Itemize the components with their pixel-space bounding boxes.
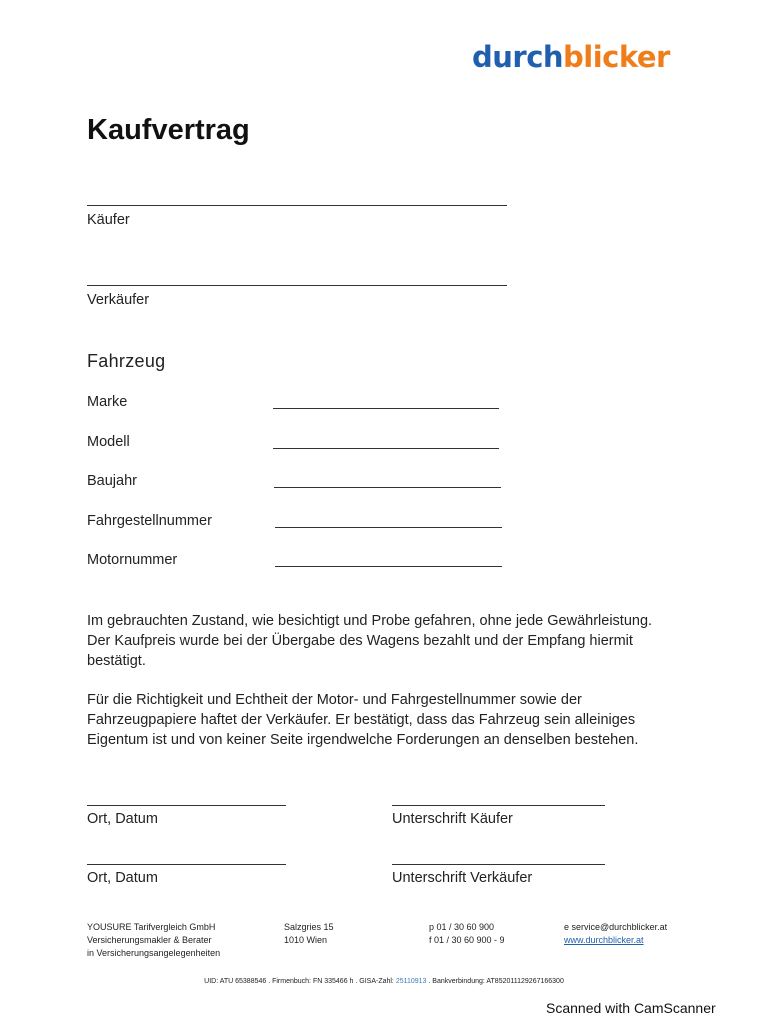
place-date-line-2 [87,864,286,865]
buyer-signature-line-bottom [392,805,605,806]
footer-phone-number: p 01 / 30 60 900 [429,922,495,932]
condition-paragraph-line-2: Der Kaufpreis wurde bei der Übergabe des Wagens bezahlt und der Empfang hiermit [87,633,633,649]
seller-signature-line-bottom [392,864,605,865]
footer-city: 1010 Wien [284,935,328,945]
place-date-label-1: Ort, Datum [87,811,158,827]
footer-company-role-2: in Versicherungsangelegenheiten [87,948,221,958]
footer-fax-number: f 01 / 30 60 900 - 9 [429,935,505,945]
footer-website-link[interactable]: www.durchblicker.at [564,935,644,945]
field-label-modell: Modell [87,434,130,450]
buyer-signature-line [87,205,507,206]
liability-paragraph-line-3: Eigentum ist und von keiner Seite irgendwelche Forderungen an denselben bestehen. [87,732,639,748]
durchblicker-logo [472,40,670,74]
field-line-marke [273,408,499,409]
field-line-motornummer [275,566,502,567]
condition-paragraph-line-1: Im gebrauchten Zustand, wie besichtigt und Probe gefahren, ohne jede Gewährleistung. [87,613,653,629]
field-label-marke: Marke [87,394,128,410]
footer-company-role: Versicherungsmakler & Berater [87,935,212,945]
seller-signature-label: Unterschrift Verkäufer [392,870,533,886]
field-label-motornummer: Motornummer [87,552,178,568]
field-line-baujahr [274,487,501,488]
scanner-watermark: Scanned with CamScanner [546,1000,716,1016]
footer-legal-gisa: 25110913 [395,978,427,985]
field-line-fahrgestellnummer [275,527,502,528]
place-date-label-2: Ort, Datum [87,870,158,886]
seller-signature-line [87,285,507,286]
place-date-line-1 [87,805,286,806]
vehicle-section-heading: Fahrzeug [87,351,166,371]
footer-email: e service@durchblicker.at [564,922,668,932]
footer-contact [564,921,667,947]
footer-street: Salzgries 15 [284,922,334,932]
seller-label: Verkäufer [87,292,150,308]
condition-paragraph [87,611,697,671]
footer-legal-bank: . Bankverbindung: AT852011129267166300 [426,978,564,985]
footer-company [87,921,220,960]
logo-part-durch: durch [472,40,564,74]
document-title: Kaufvertrag [87,114,250,146]
liability-paragraph-line-2: Fahrzeugpapiere haftet der Verkäufer. Er bestätigt, dass das Fahrzeug sein alleiniges [87,712,636,728]
field-label-fahrgestellnummer: Fahrgestellnummer [87,513,212,529]
liability-paragraph-line-1: Für die Richtigkeit und Echtheit der Motor- und Fahrgestellnummer sowie der [87,692,582,708]
field-line-modell [273,448,499,449]
liability-paragraph [87,690,697,750]
footer-legal-line [0,978,768,985]
field-label-baujahr: Baujahr [87,473,137,489]
buyer-signature-label: Unterschrift Käufer [392,811,513,827]
footer-phone [429,921,505,947]
condition-paragraph-line-3: bestätigt. [87,653,146,669]
footer-legal-ids: UID: ATU 65388546 . Firmenbuch: FN 335466 h . GISA-Zahl: [204,978,396,985]
footer-address [284,921,334,947]
logo-part-blicker: blicker [563,40,670,74]
buyer-label: Käufer [87,212,130,228]
footer-company-name: YOUSURE Tarifvergleich GmbH [87,922,216,932]
